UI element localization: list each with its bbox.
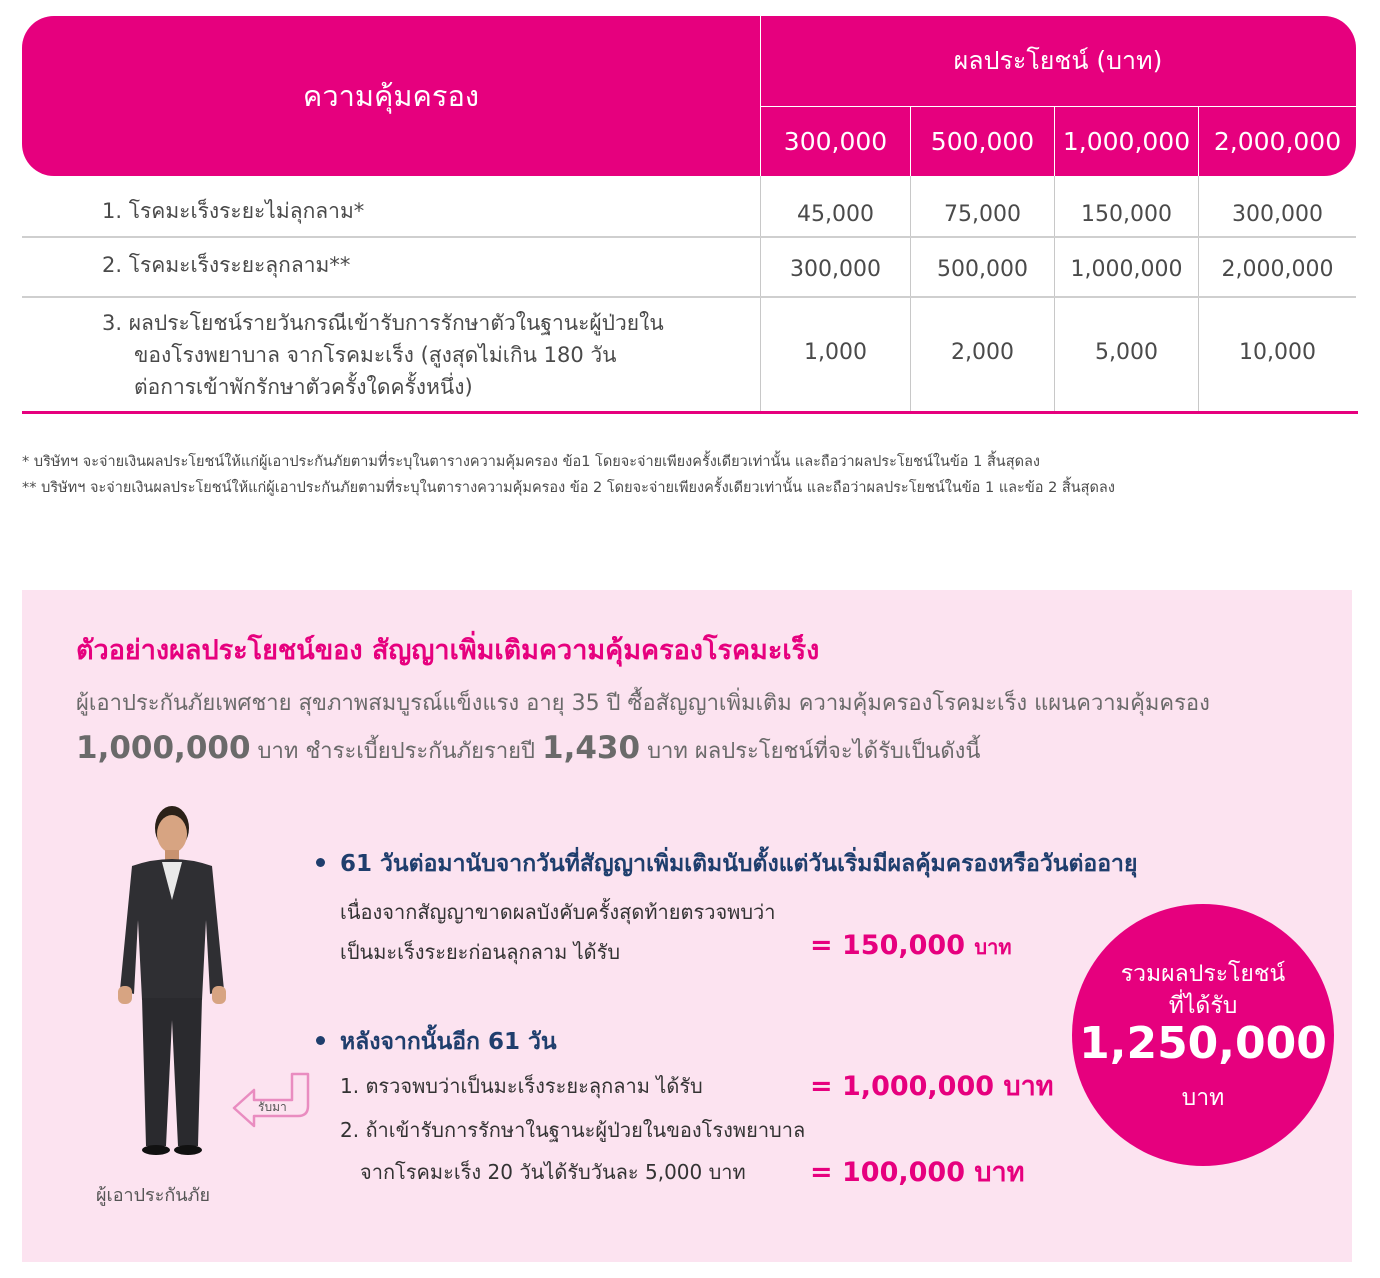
premium-amount: 1,430	[542, 730, 641, 766]
table-row-label: 2. โรคมะเร็งระยะลุกลาม**	[102, 253, 351, 277]
bullet-text: 1. ตรวจพบว่าเป็นมะเร็งระยะลุกลาม ได้รับ	[340, 1074, 703, 1098]
footnote: ** บริษัทฯ จะจ่ายเงินผลประโยชน์ให้แก่ผู้เอาประกันภัยตามที่ระบุในตารางความคุ้มครอง ข้อ 2 โดยจะจ่ายเพียงครั้งเดียวเท่านั้น และถือว่าผลประโยชน์ในข้อ 1 และข้อ 2 สิ้นสุดลง	[22, 480, 1115, 496]
coverage-table-header	[22, 16, 1356, 176]
table-cell: 500,000	[937, 256, 1028, 282]
total-unit: บาท	[1181, 1085, 1225, 1111]
example-description	[76, 682, 1210, 774]
benefit-amount: = 100,000 บาท	[810, 1157, 1025, 1188]
example-panel	[22, 590, 1352, 1262]
table-cell: 1,000	[804, 339, 867, 365]
example-title: ตัวอย่างผลประโยชน์ของ สัญญาเพิ่มเติมความคุ้มครองโรคมะเร็ง	[76, 635, 820, 666]
example-description-line	[76, 726, 1210, 774]
total-value: 1,250,000	[1079, 1018, 1327, 1069]
row-divider	[22, 236, 1356, 238]
table-cell: 2,000	[951, 339, 1014, 365]
table-cell: 75,000	[944, 201, 1021, 227]
table-row-label: 3. ผลประโยชน์รายวันกรณีเข้ารับการรักษาตัวในฐานะผู้ป่วยใน	[102, 311, 664, 335]
bullet-text: 2. ถ้าเข้ารับการรักษาในฐานะผู้ป่วยในของโรงพยาบาล	[340, 1118, 806, 1142]
bullet-icon	[316, 858, 325, 867]
table-cell: 300,000	[1232, 201, 1323, 227]
table-row-label: ของโรงพยาบาล จากโรคมะเร็ง (สูงสุดไม่เกิน 180 วัน	[134, 343, 617, 367]
row-divider	[22, 296, 1356, 298]
plan-amount-header: 2,000,000	[1213, 127, 1342, 156]
table-bottom-rule	[22, 411, 1358, 414]
coverage-header: ความคุ้มครอง	[302, 79, 480, 113]
table-cell: 300,000	[790, 256, 881, 282]
bullet-heading: 61 วันต่อมานับจากวันที่สัญญาเพิ่มเติมนับตั้งแต่วันเริ่มมีผลคุ้มครองหรือวันต่ออายุ	[340, 851, 1138, 877]
table-cell: 5,000	[1095, 339, 1158, 365]
total-label: ที่ได้รับ	[1168, 993, 1238, 1019]
benefit-value: = 150,000	[810, 930, 965, 961]
person-caption: ผู้เอาประกันภัย	[96, 1185, 210, 1206]
example-description-line: ผู้เอาประกันภัยเพศชาย สุขภาพสมบูรณ์แข็งแรง อายุ 35 ปี ซื้อสัญญาเพิ่มเติม ความคุ้มครองโรคมะเร็ง แผนความคุ้มครอง	[76, 691, 1210, 716]
total-label: รวมผลประโยชน์	[1120, 961, 1286, 987]
bullet-text: จากโรคมะเร็ง 20 วันได้รับวันละ 5,000 บาท	[360, 1160, 746, 1184]
bullet-heading: หลังจากนั้นอีก 61 วัน	[340, 1029, 557, 1055]
table-cell: 150,000	[1081, 201, 1172, 227]
bullet-text: เป็นมะเร็งระยะก่อนลุกลาม ได้รับ	[340, 940, 621, 964]
plan-amount-header: 300,000	[783, 127, 888, 156]
benefit-amount	[810, 930, 1012, 963]
table-cell: 10,000	[1239, 339, 1316, 365]
bullet-text: เนื่องจากสัญญาขาดผลบังคับครั้งสุดท้ายตรวจพบว่า	[340, 900, 776, 924]
table-cell: 2,000,000	[1221, 256, 1334, 282]
benefit-header: ผลประโยชน์ (บาท)	[953, 46, 1163, 75]
plan-amount-header: 500,000	[930, 127, 1035, 156]
footnote: * บริษัทฯ จะจ่ายเงินผลประโยชน์ให้แก่ผู้เอาประกันภัยตามที่ระบุในตารางความคุ้มครอง ข้อ1 โดยจะจ่ายเพียงครั้งเดียวเท่านั้น และถือว่าผลประโยชน์ในข้อ 1 สิ้นสุดลง	[22, 454, 1040, 470]
arrow-label: รับมา	[258, 1100, 287, 1114]
table-cell: 45,000	[797, 201, 874, 227]
insured-person-illustration	[102, 800, 242, 1170]
plan-amount-header: 1,000,000	[1062, 127, 1191, 156]
description-text: บาท ชำระเบี้ยประกันภัยรายปี	[250, 739, 543, 764]
total-benefit-circle	[1072, 904, 1334, 1166]
table-cell: 1,000,000	[1070, 256, 1183, 282]
sum-assured: 1,000,000	[76, 730, 251, 766]
table-row-label: ต่อการเข้าพักรักษาตัวครั้งใดครั้งหนึ่ง)	[134, 375, 473, 399]
bullet-icon	[316, 1036, 325, 1045]
table-row-label: 1. โรคมะเร็งระยะไม่ลุกลาม*	[102, 199, 365, 223]
benefit-amount: = 1,000,000 บาท	[810, 1071, 1054, 1102]
benefit-unit: บาท	[974, 935, 1012, 959]
description-text: บาท ผลประโยชน์ที่จะได้รับเป็นดังนี้	[640, 739, 981, 764]
